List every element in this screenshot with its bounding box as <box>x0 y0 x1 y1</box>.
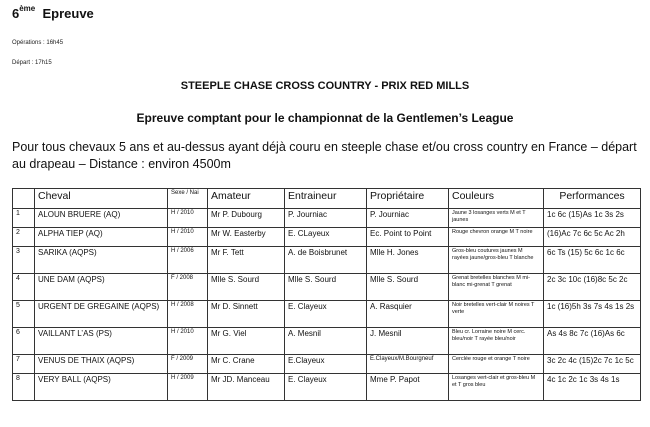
table-row <box>13 247 641 274</box>
row-num: 6 <box>13 328 35 355</box>
row-cheval: SARIKA (AQPS) <box>35 247 168 274</box>
row-cheval: VERY BALL (AQPS) <box>35 374 168 401</box>
row-amateur: Mr F. Tett <box>208 247 285 274</box>
row-entraineur: E. Clayeux <box>285 301 367 328</box>
row-entraineur: Mlle S. Sourd <box>285 274 367 301</box>
row-entraineur: A. de Boisbrunet <box>285 247 367 274</box>
row-couleurs: Grenat bretelles blanches M mi-blanc mi-grenat T grenat <box>449 274 544 301</box>
row-proprietaire: Mme P. Papot <box>367 374 449 401</box>
row-performances: 1c 6c (15)As 1c 3s 2s <box>544 209 641 228</box>
header-cheval: Cheval <box>35 189 168 209</box>
race-conditions: Pour tous chevaux 5 ans et au-dessus ayant déjà couru en steeple chase et/ou cross country en France – départ au drapeau – Distance : environ 4500m <box>12 140 637 171</box>
row-amateur: Mr G. Viel <box>208 328 285 355</box>
race-title: STEEPLE CHASE CROSS COUNTRY - PRIX RED MILLS <box>180 80 470 92</box>
table-row <box>13 274 641 301</box>
row-proprietaire: Ec. Point to Point <box>367 228 449 247</box>
row-proprietaire: P. Journiac <box>367 209 449 228</box>
row-num: 1 <box>13 209 35 228</box>
row-couleurs: Gros-bleu coutures jaunes M rayées jaune/gros-bleu T blanche <box>449 247 544 274</box>
header-couleurs: Couleurs <box>449 189 544 209</box>
row-sexe: H / 2008 <box>168 301 208 328</box>
row-amateur: Mr C. Crane <box>208 355 285 374</box>
row-performances: 2c 3c 10c (16)8c 5c 2c <box>544 274 641 301</box>
row-performances: As 4s 8c 7c (16)As 6c <box>544 328 641 355</box>
operations-time: Opérations : 16h45 <box>12 40 64 46</box>
race-subtitle: Epreuve comptant pour le championnat de la Gentlemen’s League <box>136 111 514 125</box>
row-sexe: H / 2010 <box>168 328 208 355</box>
table-row <box>13 209 641 228</box>
race-heading <box>12 6 94 21</box>
row-amateur: Mr D. Sinnett <box>208 301 285 328</box>
row-num: 8 <box>13 374 35 401</box>
row-performances: 6c Ts (15) 5c 6c 1c 6c <box>544 247 641 274</box>
row-amateur: Mr JD. Manceau <box>208 374 285 401</box>
row-proprietaire: Mlle H. Jones <box>367 247 449 274</box>
header-sexe: Sexe / Nai <box>168 189 208 209</box>
table-row <box>13 355 641 374</box>
table-row <box>13 328 641 355</box>
race-word: Epreuve <box>42 6 94 21</box>
row-proprietaire: E.Clayeux/M.Bourgneuf <box>367 355 449 374</box>
row-num: 2 <box>13 228 35 247</box>
row-sexe: H / 2010 <box>168 228 208 247</box>
row-proprietaire: J. Mesnil <box>367 328 449 355</box>
row-sexe: F / 2008 <box>168 274 208 301</box>
header-num <box>13 189 35 209</box>
table-row <box>13 301 641 328</box>
row-sexe: F / 2009 <box>168 355 208 374</box>
row-cheval: UNE DAM (AQPS) <box>35 274 168 301</box>
row-proprietaire: A. Rasquier <box>367 301 449 328</box>
row-num: 5 <box>13 301 35 328</box>
table-row <box>13 374 641 401</box>
row-couleurs: Jaune 3 losanges verts M et T jaunes <box>449 209 544 228</box>
row-proprietaire: Mlle S. Sourd <box>367 274 449 301</box>
row-performances: 4c 1c 2c 1c 3s 4s 1s <box>544 374 641 401</box>
row-couleurs: Cerclée rouge et orange T noire <box>449 355 544 374</box>
race-number: 6 <box>12 6 20 21</box>
row-entraineur: E. Clayeux <box>285 374 367 401</box>
row-cheval: URGENT DE GREGAINE (AQPS) <box>35 301 168 328</box>
row-entraineur: A. Mesnil <box>285 328 367 355</box>
row-performances: 1c (16)5h 3s 7s 4s 1s 2s <box>544 301 641 328</box>
header-proprietaire: Propriétaire <box>367 189 449 209</box>
row-cheval: VENUS DE THAIX (AQPS) <box>35 355 168 374</box>
header-amateur: Amateur <box>208 189 285 209</box>
header-entraineur: Entraineur <box>285 189 367 209</box>
entries-table <box>12 188 641 401</box>
row-cheval: ALPHA TIEP (AQ) <box>35 228 168 247</box>
depart-time: Départ : 17h15 <box>12 60 52 66</box>
table-row <box>13 228 641 247</box>
row-amateur: Mlle S. Sourd <box>208 274 285 301</box>
row-couleurs: Bleu cr. Lorraine noire M cerc. bleu/noir T rayée bleu/noir <box>449 328 544 355</box>
row-amateur: Mr P. Dubourg <box>208 209 285 228</box>
race-number-suffix: ème <box>19 4 36 13</box>
row-entraineur: E.Clayeux <box>285 355 367 374</box>
row-entraineur: P. Journiac <box>285 209 367 228</box>
row-sexe: H / 2006 <box>168 247 208 274</box>
row-cheval: ALOUN BRUERE (AQ) <box>35 209 168 228</box>
row-num: 3 <box>13 247 35 274</box>
row-sexe: H / 2010 <box>168 209 208 228</box>
header-performances: Performances <box>544 189 641 209</box>
row-num: 4 <box>13 274 35 301</box>
table-header-row <box>13 189 641 209</box>
row-couleurs: Rouge chevron orange M T noire <box>449 228 544 247</box>
row-performances: (16)Ac 7c 6c 5c Ac 2h <box>544 228 641 247</box>
row-entraineur: E. CLayeux <box>285 228 367 247</box>
row-couleurs: Losanges vert-clair et gros-bleu M et T gros bleu <box>449 374 544 401</box>
row-sexe: H / 2009 <box>168 374 208 401</box>
row-num: 7 <box>13 355 35 374</box>
row-couleurs: Noir bretelles vert-clair M noires T verte <box>449 301 544 328</box>
row-cheval: VAILLANT L’AS (PS) <box>35 328 168 355</box>
row-amateur: Mr W. Easterby <box>208 228 285 247</box>
row-performances: 3c 2c 4c (15)2c 7c 1c 5c <box>544 355 641 374</box>
